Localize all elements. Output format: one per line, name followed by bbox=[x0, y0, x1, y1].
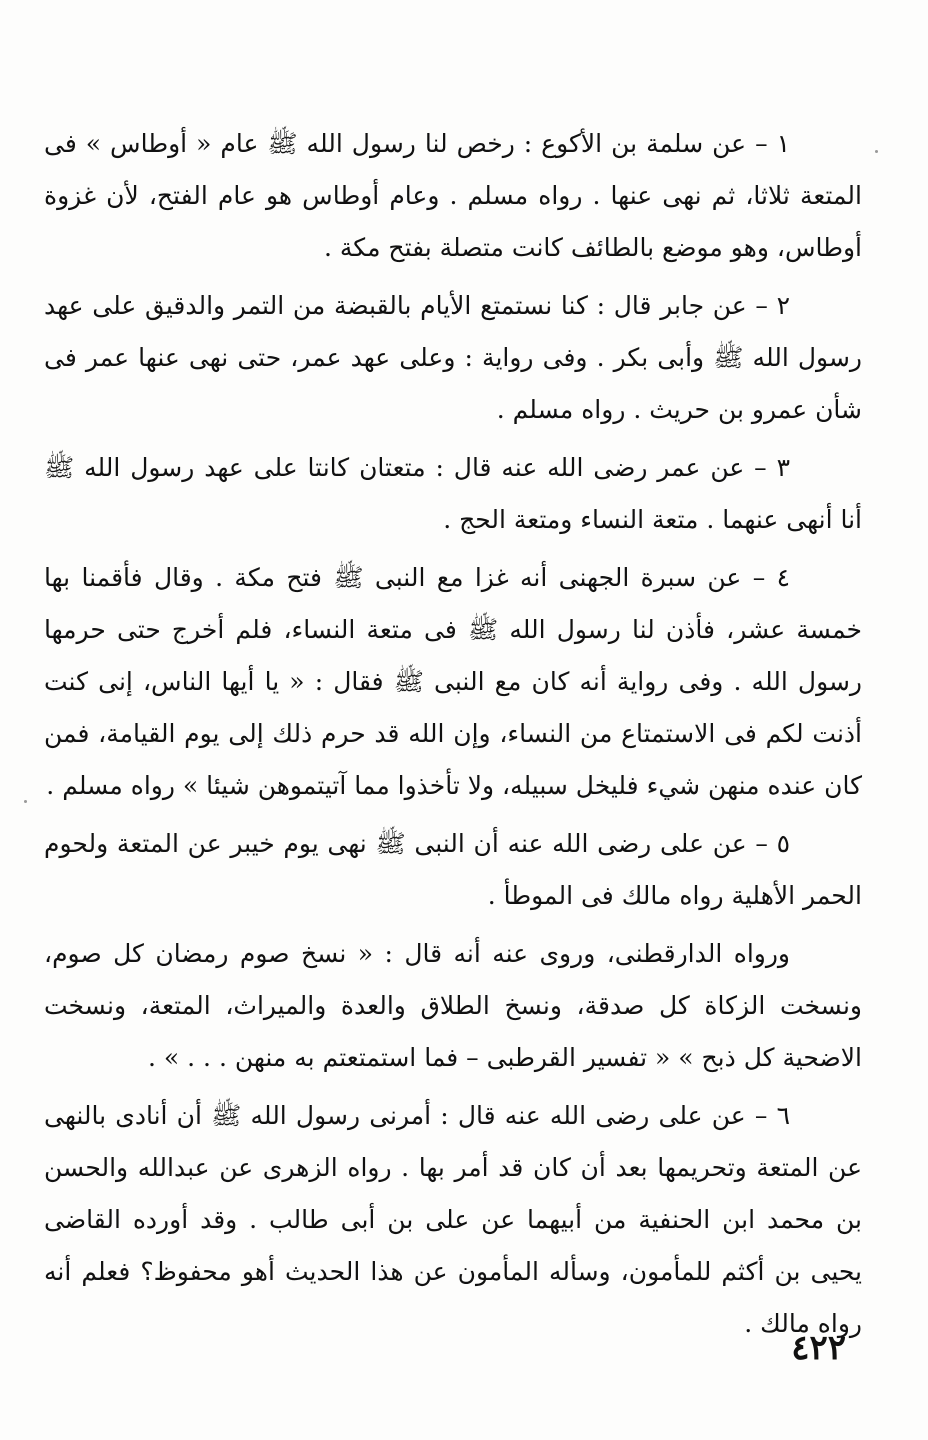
scan-speck bbox=[24, 800, 27, 803]
hadith-paragraph-4: ٤ – عن سبرة الجهنى أنه غزا مع النبى ﷺ فتح مكة . وقال فأقمنا بها خمسة عشر، فأذن لنا رسول الله ﷺ فى متعة النساء، فلم أخرج حتى حرمها رسول الله . وفى رواية أنه كان مع النبى ﷺ فقال : « يا أيها الناس، إنى كنت أذنت لكم فى الاستمتاع من النساء، وإن الله قد حرم ذلك إلى يوم القيامة، فمن كان عنده منهن شيء فليخل سبيله، ولا تأخذوا مما آتيتموهن شيئا » رواه مسلم . bbox=[44, 563, 862, 800]
scan-speck bbox=[875, 150, 878, 153]
hadith-paragraph-5: ٥ – عن على رضى الله عنه أن النبى ﷺ نهى يوم خيبر عن المتعة ولحوم الحمر الأهلية رواه مالك فى الموطأ . bbox=[44, 829, 862, 910]
page-body-text bbox=[44, 118, 862, 1356]
hadith-paragraph-6: ٦ – عن على رضى الله عنه قال : أمرنى رسول الله ﷺ أن أنادى بالنهى عن المتعة وتحريمها بعد أن كان قد أمر بها . رواه الزهرى عن عبدالله والحسن بن محمد ابن الحنفية من أبيهما عن على بن أبى طالب . وقد أورده القاضى يحيى بن أكثم للمأمون، وسأله المأمون عن هذا الحديث أهو محفوظ؟ فعلم أنه رواه مالك . bbox=[44, 1101, 862, 1338]
commentary-paragraph: ورواه الدارقطنى، وروى عنه أنه قال : « نسخ صوم رمضان كل صوم، ونسخت الزكاة كل صدقة، ونسخ الطلاق والعدة والميراث، المتعة، ونسخت الاضحية كل ذبح » « تفسير القرطبى – فما استمتعتم به منهن . . . » . bbox=[44, 939, 862, 1072]
hadith-paragraph-2: ٢ – عن جابر قال : كنا نستمتع الأيام بالقبضة من التمر والدقيق على عهد رسول الله ﷺ وأبى بكر . وفى رواية : وعلى عهد عمر، حتى نهى عنها عمر فى شأن عمرو بن حريث . رواه مسلم . bbox=[44, 291, 862, 424]
page-number: ٤٢٢ bbox=[791, 1328, 846, 1368]
hadith-paragraph-1: ١ – عن سلمة بن الأكوع : رخص لنا رسول الله ﷺ عام « أوطاس » فى المتعة ثلاثا، ثم نهى عنها . رواه مسلم . وعام أوطاس هو عام الفتح، لأن غزوة أوطاس، وهو موضع بالطائف كانت متصلة بفتح مكة . bbox=[44, 129, 862, 262]
hadith-paragraph-3: ٣ – عن عمر رضى الله عنه قال : متعتان كانتا على عهد رسول الله ﷺ أنا أنهى عنهما . متعة النساء ومتعة الحج . bbox=[44, 453, 862, 534]
